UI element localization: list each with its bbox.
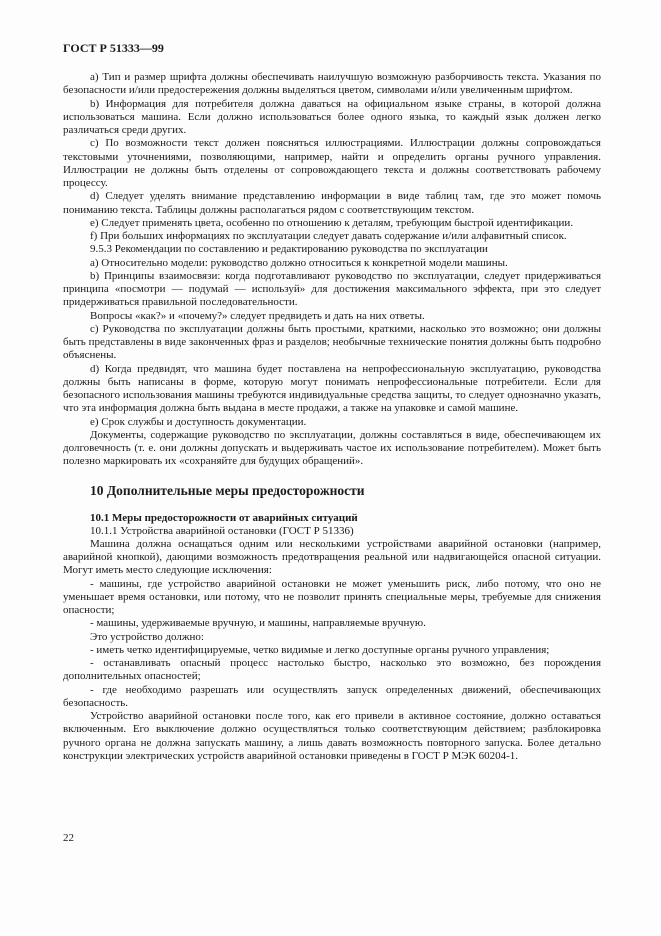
list-item-exception-2: - машины, удерживаемые вручную, и машины, направляемые вручную. — [90, 617, 426, 630]
paragraph-b-principles: b) Принципы взаимосвязи: когда подготавливают руководство по эксплуатации, следует придерживаться принципа «посмотри — подумай — используй» для достижения максимального эффекта, при это следует придерживаться правильной последовательности. — [63, 269, 601, 309]
paragraph-f-index: f) При больших информациях по эксплуатации следует давать содержание и/или алфавитный список. — [90, 230, 567, 242]
paragraph-d-nonprofessional: d) Когда предвидят, что машина будет поставлена на непрофессиональную эксплуатацию, руководства должны быть написаны в форме, которую могут понимать непрофессиональные потребители. Если для безопасного использования машины требуются индивидуальные средства защиты, то следует однозначно указать, что эта информация должна быть выдана в месте продажи, а также на упаковке и самой машине. — [63, 362, 601, 415]
section-heading: 10 Дополнительные меры предосторожности — [90, 482, 365, 498]
paragraph-b-language: b) Информация для потребителя должна даваться на официальном языке страны, в которой должна использоваться машина. Если должно использоваться более одного языка, то каждый язык должен легко различаться среди других. — [63, 97, 601, 136]
list-item-requirement-3: - где необходимо разрешать или осуществлять запуск определенных движений, обеспечивающих безопасность. — [63, 683, 601, 709]
list-item-requirement-1: - иметь четко идентифицируемые, четко видимые и легко доступные органы ручного управления; — [90, 643, 550, 656]
paragraph-emergency-stop: Машина должна оснащаться одним или несколькими устройствами аварийной остановки (например, аварийной кнопкой), дающими возможность предотвращения реальной или надвигающейся опасной ситуации. Могут иметь место следующие исключения: — [63, 537, 601, 577]
paragraph-questions: Вопросы «как?» и «почему?» следует предвидеть и дать на них ответы. — [90, 309, 425, 322]
list-item-exception-1: - машины, где устройство аварийной остановки не может уменьшить риск, либо потому, что оно не уменьшает время остановки, или потому, что не позволит принять специальные меры, требуемые для снижения опасности; — [63, 577, 601, 616]
paragraph-e-lifetime: e) Срок службы и доступность документации. — [90, 415, 307, 428]
clause-9-5-3: 9.5.3 Рекомендации по составлению и редактированию руководства по эксплуатации — [90, 243, 488, 256]
paragraph-e-colors: e) Следует применять цвета, особенно по отношению к деталям, требующим быстрой идентификации. — [90, 216, 574, 229]
list-item-requirement-2: - останавливать опасный процесс настолько быстро, насколько это возможно, без порождения дополнительных опасностей; — [63, 657, 601, 683]
paragraph-a-model: a) Относительно модели: руководство должно относиться к конкретной модели машины. — [90, 256, 508, 269]
paragraph-device-must: Это устройство должно: — [90, 630, 204, 643]
paragraph-c-illustrations: c) По возможности текст должен поясняться иллюстрациями. Иллюстрации должны сопровождаться текстовыми уточнениями, позволяющими, например, найти и определить органы ручного управления. Иллюстрации не должны быть отделены от сопровождающего текста и должны соответствовать рабочему процессу. — [63, 137, 601, 189]
paragraph-reset: Устройство аварийной остановки после того, как его привели в активное состояние, должно оставаться включенным. Его выключение должно осуществляться только соответствующим действием; разблокировка ручного органа не должна запускать машину, а лишь давать возможность повторного запуска. Более детально конструкции электрических устройств аварийной остановки приведены в ГОСТ Р МЭК 60204-1. — [63, 710, 601, 762]
subsection-heading: 10.1 Меры предосторожности от аварийных ситуаций — [90, 511, 358, 524]
document-body — [63, 71, 601, 763]
paragraph-c-simple: c) Руководства по эксплуатации должны быть простыми, краткими, насколько это возможно; они должны быть представлены в виде законченных фраз и разделов; необычные технические понятия должны быть подробно объяснены. — [63, 322, 601, 362]
clause-10-1-1: 10.1.1 Устройства аварийной остановки (ГОСТ Р 51336) — [90, 524, 354, 537]
paragraph-d-tables: d) Следует уделять внимание представлению информации в виде таблиц там, где это может помочь пониманию текста. Таблицы должны располагаться рядом с соответствующим текстом. — [63, 190, 601, 216]
paragraph-a-font: a) Тип и размер шрифта должны обеспечивать наилучшую возможную разборчивость текста. Указания по безопасности и/или предостережения должны выделяться цветом, символами и/или увеличенным шрифтом. — [63, 71, 601, 97]
document-header-title: ГОСТ Р 51333—99 — [63, 41, 164, 55]
page-number: 22 — [63, 832, 74, 844]
paragraph-documents: Документы, содержащие руководство по эксплуатации, должны составляться в виде, обеспечивающем их долговечность (т. е. они должны допускать и выдерживать частое их использование потребителем). Может быть полезно маркировать их «сохраняйте для будущих обращений». — [63, 428, 601, 468]
